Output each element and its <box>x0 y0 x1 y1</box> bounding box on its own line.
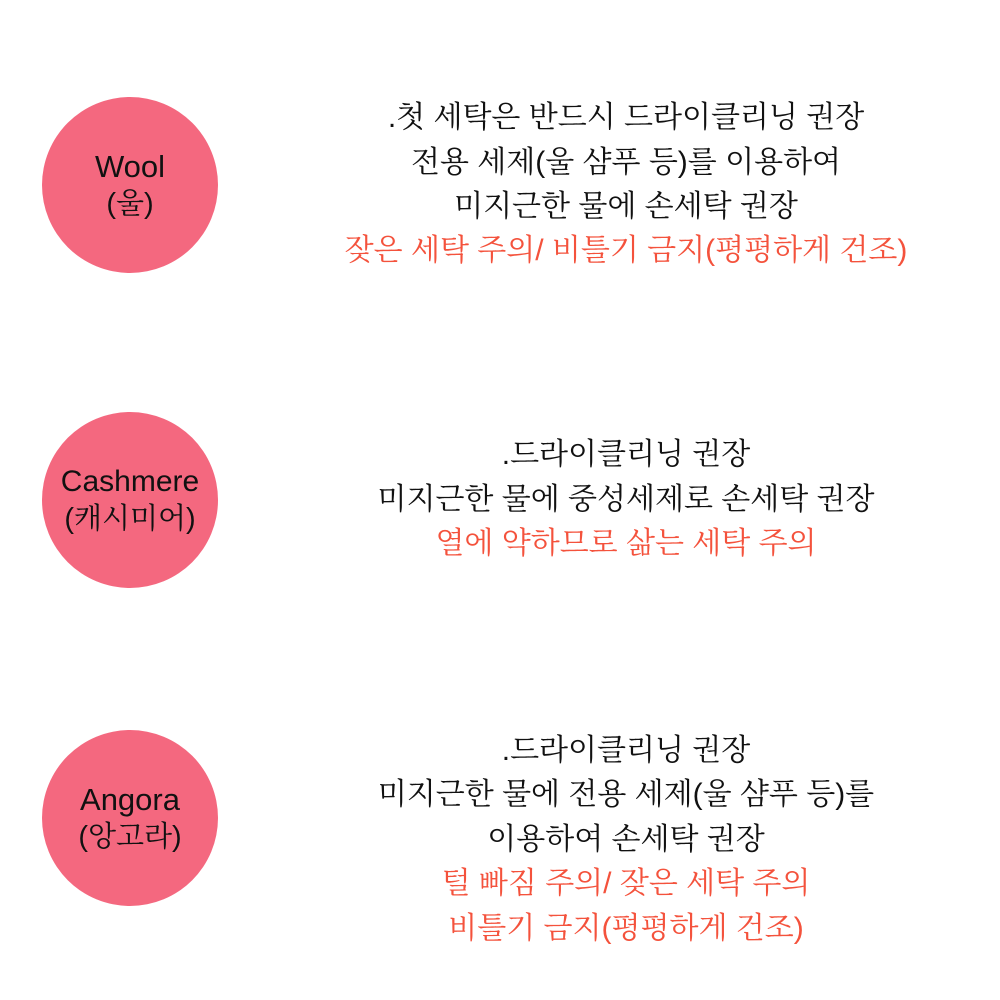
care-line: 미지근한 물에 손세탁 권장 <box>454 190 798 223</box>
care-line: 전용 세제(울 샴푸 등)를 이용하여 <box>410 145 842 179</box>
care-line: 이용하여 손세탁 권장 <box>487 822 765 856</box>
care-line-warning: 잦은 세탁 주의/ 비틀기 금지(평평하게 건조) <box>344 234 908 268</box>
care-line: .첫 세탁은 반드시 드라이클리닝 권장 <box>387 101 865 135</box>
care-line: .드라이클리닝 권장 <box>501 438 751 472</box>
badge-wrap-cashmere <box>0 412 260 588</box>
fabric-badge-cashmere <box>42 412 218 588</box>
fabric-name-angora: Angora <box>80 781 180 817</box>
care-line: .드라이클리닝 권장 <box>501 734 751 768</box>
fabric-badge-wool <box>42 97 218 273</box>
fabric-name-korean-angora: (앙고라) <box>78 821 182 854</box>
badge-wrap-angora <box>0 730 260 906</box>
care-row-cashmere <box>0 385 1000 615</box>
care-line-warning: 털 빠짐 주의/ 잦은 세탁 주의 <box>441 867 811 901</box>
fabric-name-korean-wool: (울) <box>106 188 154 221</box>
care-instructions-angora <box>260 729 1000 951</box>
care-line: 미지근한 물에 중성세제로 손세탁 권장 <box>377 482 875 516</box>
fabric-name-korean-cashmere: (캐시미어) <box>64 502 196 535</box>
care-line-warning: 비틀기 금지(평평하게 건조) <box>448 911 804 945</box>
care-row-wool <box>0 60 1000 310</box>
care-instructions-cashmere <box>260 433 1000 566</box>
care-row-angora <box>0 690 1000 990</box>
care-line: 미지근한 물에 전용 세제(울 샴푸 등)를 <box>377 778 875 812</box>
fabric-name-wool: Wool <box>94 148 166 184</box>
badge-wrap-wool <box>0 97 260 273</box>
care-line-warning: 열에 약하므로 삶는 세탁 주의 <box>435 527 817 561</box>
care-instructions-wool <box>260 96 1000 274</box>
fabric-badge-angora <box>42 730 218 906</box>
fabric-name-cashmere: Cashmere <box>60 465 200 499</box>
